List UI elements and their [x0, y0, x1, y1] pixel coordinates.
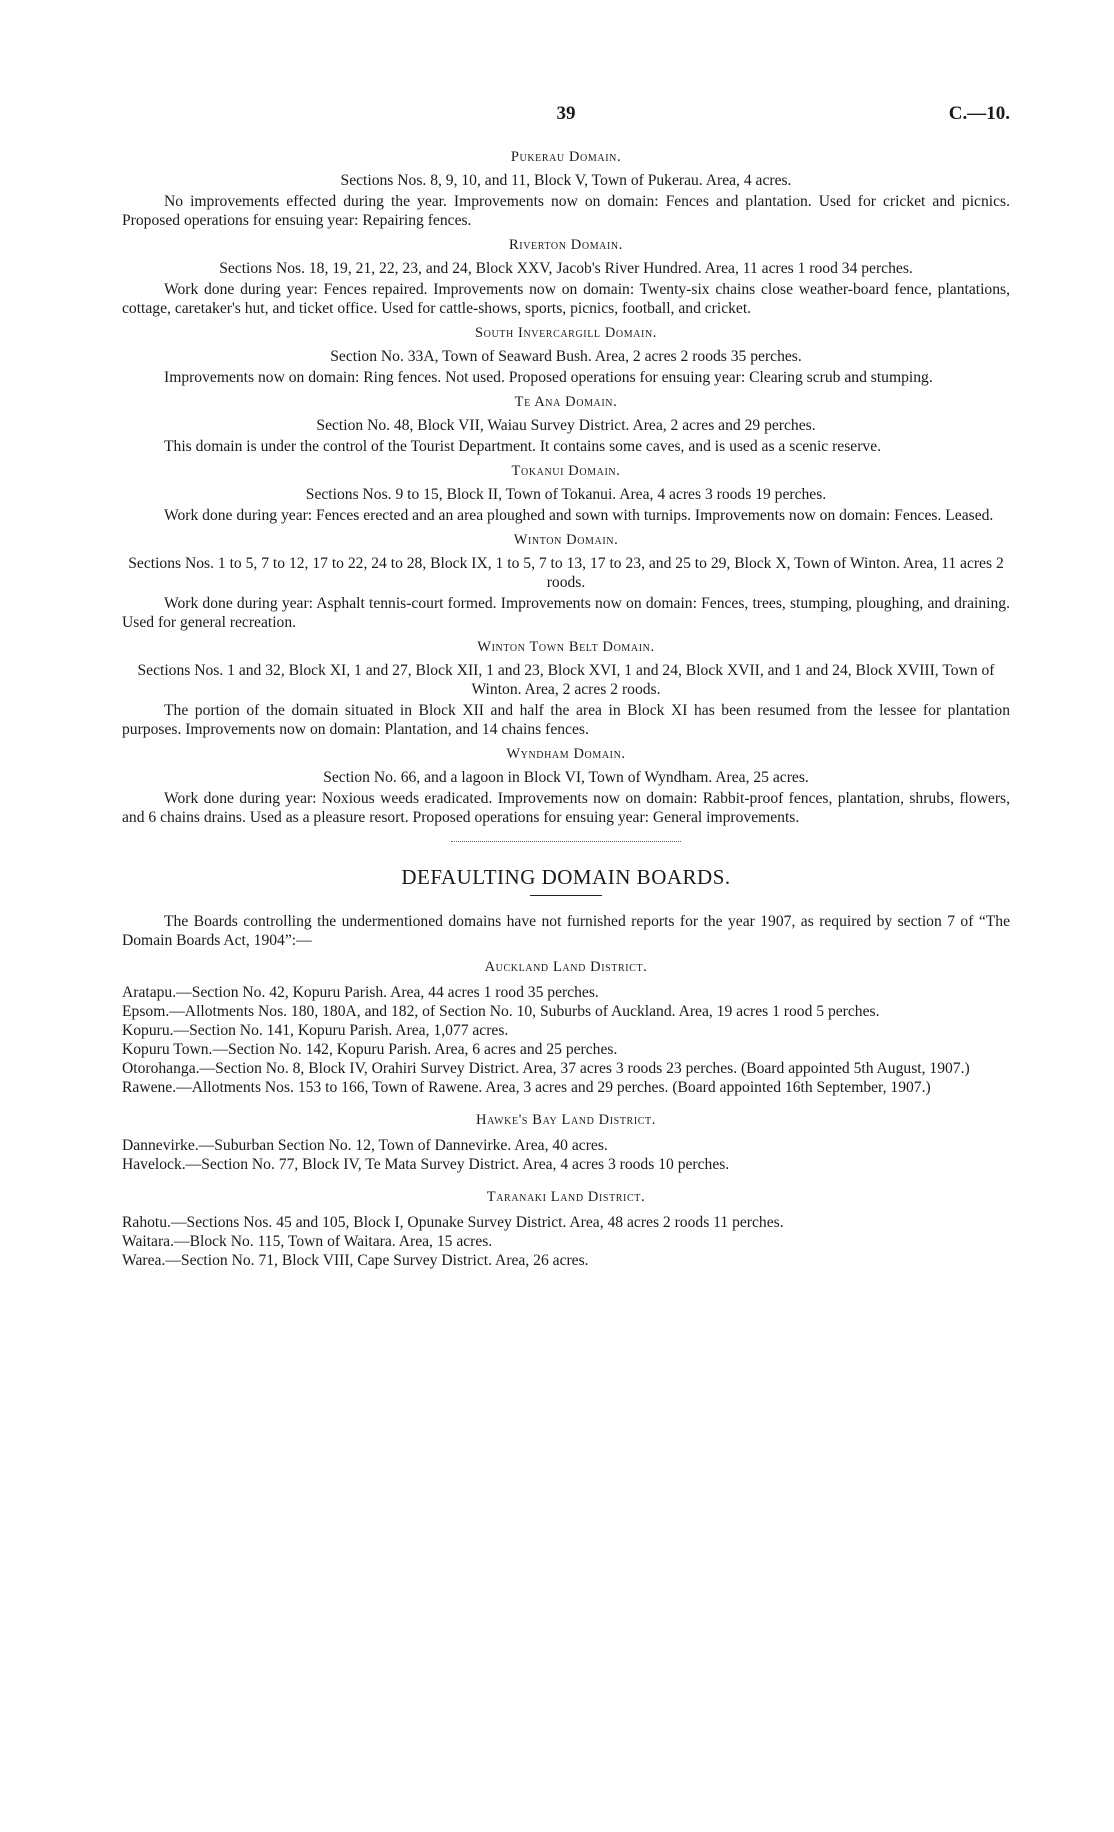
domain-winton — [122, 531, 1010, 632]
list-item: Rahotu.—Sections Nos. 45 and 105, Block I, Opunake Survey District. Area, 48 acres 2 roods 11 perches. — [122, 1214, 784, 1231]
domain-section-line: Sections Nos. 1 to 5, 7 to 12, 17 to 22, 24 to 28, Block IX, 1 to 5, 7 to 13, 17 to 23, and 25 to 29, Block X, Town of Winton. Area, 11 acres 2 roods. — [128, 555, 1004, 591]
domain-south-invercargill — [122, 324, 1010, 387]
page-number: 39 — [556, 103, 576, 124]
district-auckland — [122, 958, 1010, 1097]
domain-wyndham — [122, 745, 1010, 827]
list-item: Epsom.—Allotments Nos. 180, 180A, and 182, of Section No. 10, Suburbs of Auckland. Area, 19 acres 1 rood 5 perches. — [122, 1003, 880, 1020]
title-rule — [530, 895, 602, 896]
list-item: Warea.—Section No. 71, Block VIII, Cape Survey District. Area, 26 acres. — [122, 1252, 589, 1269]
section-divider — [451, 841, 681, 842]
domain-riverton — [122, 236, 1010, 318]
district-hawkes-bay — [122, 1111, 1010, 1174]
domain-section-line: Section No. 33A, Town of Seaward Bush. Area, 2 acres 2 roods 35 perches. — [330, 348, 802, 365]
domains-section — [122, 148, 1010, 827]
domain-heading: Wyndham Domain. — [506, 746, 626, 762]
district-heading: Taranaki Land District. — [486, 1189, 646, 1205]
list-item: Kopuru Town.—Section No. 142, Kopuru Parish. Area, 6 acres and 25 perches. — [122, 1041, 618, 1058]
list-item: Havelock.—Section No. 77, Block IV, Te Mata Survey District. Area, 4 acres 3 roods 10 perches. — [122, 1156, 730, 1173]
domain-paragraph: Work done during year: Fences repaired. Improvements now on domain: Twenty-six chains close weather-board fence, plantations, cottage, caretaker's hut, and ticket office. Used for cattle-shows, sports, picnics, football, and cricket. — [122, 281, 1010, 317]
domain-section-line: Sections Nos. 18, 19, 21, 22, 23, and 24, Block XXV, Jacob's River Hundred. Area, 11 acres 1 rood 34 perches. — [219, 260, 913, 277]
district-taranaki — [122, 1188, 1010, 1270]
domain-section-line: Section No. 66, and a lagoon in Block VI, Town of Wyndham. Area, 25 acres. — [323, 769, 809, 786]
domain-heading: Winton Town Belt Domain. — [477, 639, 655, 655]
domain-heading: South Invercargill Domain. — [474, 325, 658, 341]
list-item: Waitara.—Block No. 115, Town of Waitara. Area, 15 acres. — [122, 1233, 493, 1250]
list-item: Rawene.—Allotments Nos. 153 to 166, Town of Rawene. Area, 3 acres and 29 perches. (Board appointed 16th September, 1907.) — [122, 1079, 931, 1096]
domain-paragraph: The portion of the domain situated in Block XII and half the area in Block XI has been resumed from the lessee for plantation purposes. Improvements now on domain: Plantation, and 14 chains fences. — [122, 702, 1010, 738]
domain-te-ana — [122, 393, 1010, 456]
list-item: Kopuru.—Section No. 141, Kopuru Parish. Area, 1,077 acres. — [122, 1022, 509, 1039]
list-item: Otorohanga.—Section No. 8, Block IV, Orahiri Survey District. Area, 37 acres 3 roods 23 perches. (Board appointed 5th August, 1907.) — [122, 1060, 970, 1077]
intro-paragraph: The Boards controlling the undermentioned domains have not furnished reports for the year 1907, as required by section 7 of “The Domain Boards Act, 1904”:— — [122, 913, 1010, 949]
domain-heading: Tokanui Domain. — [511, 463, 621, 479]
page-reference: C.—10. — [948, 103, 1010, 124]
document-page — [122, 104, 1010, 1284]
domain-paragraph: Improvements now on domain: Ring fences. Not used. Proposed operations for ensuing year: Clearing scrub and stumping. — [164, 369, 933, 386]
section-title: DEFAULTING DOMAIN BOARDS. — [401, 865, 731, 889]
domain-paragraph: Work done during year: Noxious weeds eradicated. Improvements now on domain: Rabbit-proof fences, plantation, shrubs, flowers, and 6 chains drains. Used as a pleasure resort. Proposed operations for ensuing year: General improvements. — [122, 790, 1010, 826]
domain-paragraph: Work done during year: Asphalt tennis-court formed. Improvements now on domain: Fences, trees, stumping, ploughing, and draining. Used for general recreation. — [122, 595, 1010, 631]
list-item: Aratapu.—Section No. 42, Kopuru Parish. Area, 44 acres 1 rood 35 perches. — [122, 984, 599, 1001]
list-item: Dannevirke.—Suburban Section No. 12, Town of Dannevirke. Area, 40 acres. — [122, 1137, 608, 1154]
domain-heading: Winton Domain. — [513, 532, 619, 548]
defaulting-section — [122, 865, 1010, 1270]
domain-heading: Riverton Domain. — [509, 237, 623, 253]
domain-paragraph: This domain is under the control of the Tourist Department. It contains some caves, and is used as a scenic reserve. — [164, 438, 882, 455]
domain-tokanui — [122, 462, 1010, 525]
domain-paragraph: Work done during year: Fences erected and an area ploughed and sown with turnips. Improvements now on domain: Fences. Leased. — [164, 507, 994, 524]
domain-paragraph: No improvements effected during the year. Improvements now on domain: Fences and plantation. Used for cricket and picnics. Proposed operations for ensuing year: Repairing fences. — [122, 193, 1010, 229]
domain-heading: Pukerau Domain. — [510, 149, 622, 165]
domain-pukerau — [122, 148, 1010, 230]
district-heading: Hawke's Bay Land District. — [476, 1112, 656, 1128]
district-heading: Auckland Land District. — [484, 959, 648, 975]
domain-section-line: Sections Nos. 8, 9, 10, and 11, Block V, Town of Pukerau. Area, 4 acres. — [340, 172, 792, 189]
domain-section-line: Sections Nos. 1 and 32, Block XI, 1 and 27, Block XII, 1 and 23, Block XVI, 1 and 24, Block XVII, and 1 and 24, Block XVIII, Town of Winton. Area, 2 acres 2 roods. — [137, 662, 995, 698]
domain-heading: Te Ana Domain. — [514, 394, 618, 410]
domain-section-line: Sections Nos. 9 to 15, Block II, Town of Tokanui. Area, 4 acres 3 roods 19 perches. — [305, 486, 827, 503]
domain-winton-town-belt — [122, 638, 1010, 739]
domain-section-line: Section No. 48, Block VII, Waiau Survey District. Area, 2 acres and 29 perches. — [316, 417, 816, 434]
page-header — [122, 104, 1010, 134]
